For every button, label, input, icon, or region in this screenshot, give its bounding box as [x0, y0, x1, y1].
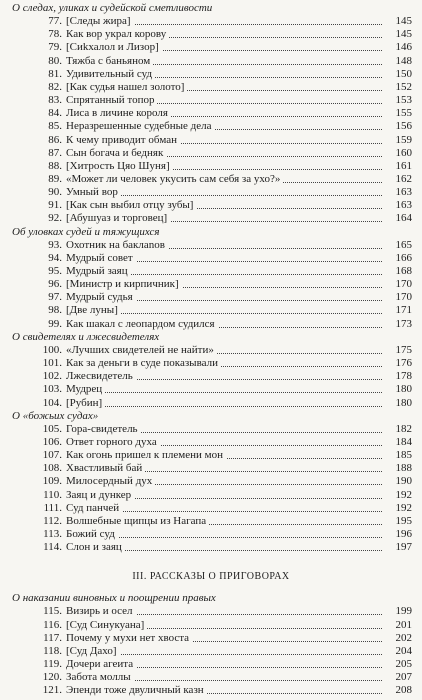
entry-number: 119. [43, 658, 62, 671]
entry-title [66, 318, 218, 331]
entry-title-text: Слон и заяц [66, 541, 125, 553]
entry-number: 88. [48, 159, 62, 172]
entry-title-text: Как за деньги в суде показывали [66, 357, 221, 369]
entry-title-text: Охотник на баклanов [66, 239, 168, 251]
toc-entry[interactable] [12, 186, 412, 199]
section-heading: О следах, уликах и судейской сметливости [12, 2, 213, 14]
toc-entry[interactable] [12, 94, 412, 107]
entry-number: 115. [43, 605, 62, 618]
entry-page: 153 [395, 94, 412, 107]
entry-number: 102. [42, 370, 62, 383]
entry-title-text: Удивительный суд [66, 68, 155, 80]
entry-page: 164 [395, 212, 412, 225]
entry-number: 90. [48, 186, 62, 199]
entry-page: 192 [395, 501, 412, 514]
toc-entry[interactable] [12, 383, 412, 396]
entry-number: 79. [48, 41, 62, 54]
entry-title [66, 239, 168, 252]
toc-entry[interactable] [12, 528, 412, 541]
entry-title [66, 515, 209, 528]
toc-entry[interactable] [12, 239, 412, 252]
toc-entry[interactable] [12, 318, 412, 331]
part-title: III. РАССКАЗЫ О ПРИГОВОРАХ [132, 571, 290, 583]
entry-page: 156 [395, 120, 412, 133]
entry-page: 155 [395, 107, 412, 120]
entry-number: 93. [48, 238, 62, 251]
entry-page: 150 [395, 67, 412, 80]
toc-entry[interactable] [12, 357, 412, 370]
entry-page: 166 [395, 251, 412, 264]
entry-number: 77. [48, 15, 62, 28]
toc-entry[interactable] [12, 502, 412, 515]
entry-page: 163 [395, 186, 412, 199]
toc-entry[interactable] [12, 671, 412, 684]
entry-title-text: Божий суд [66, 528, 118, 540]
entry-page: 145 [395, 15, 412, 28]
toc-entry[interactable] [12, 28, 412, 41]
entry-page: 180 [395, 383, 412, 396]
entry-number: 111. [43, 501, 62, 514]
toc-entry[interactable] [12, 147, 412, 160]
entry-title [66, 147, 166, 160]
entry-title-text: Как вор украл корову [66, 28, 169, 40]
entry-number: 101. [42, 357, 62, 370]
entry-title [66, 291, 136, 304]
toc-entry[interactable] [12, 252, 412, 265]
entry-title-text: Спрятанный топор [66, 94, 157, 106]
entry-number: 107. [42, 449, 62, 462]
entry-title [66, 199, 196, 212]
toc-entry[interactable] [12, 449, 412, 462]
entry-page: 171 [395, 304, 412, 317]
entry-number: 96. [48, 278, 62, 291]
entry-title-text: Эпенди тоже двуличный казн [66, 684, 207, 696]
entry-page: 160 [395, 146, 412, 159]
entry-title-text: Как огонь пришел к племени мон [66, 449, 226, 461]
entry-page: 145 [395, 28, 412, 41]
entry-number: 109. [42, 475, 62, 488]
toc-entry[interactable] [12, 658, 412, 671]
entry-title [66, 107, 171, 120]
toc-entry[interactable] [12, 344, 412, 357]
entry-title-text: [Суд Дахо] [66, 645, 120, 657]
toc-entry[interactable] [12, 160, 412, 173]
entry-title [66, 370, 136, 383]
toc-entry[interactable] [12, 120, 412, 133]
entry-title-text: Дочери агеита [66, 658, 136, 670]
toc-entry[interactable] [12, 291, 412, 304]
entry-title [66, 436, 160, 449]
entry-title [66, 475, 155, 488]
entry-page: 196 [395, 528, 412, 540]
entry-title-text: [Министр и кирпичник] [66, 278, 182, 290]
toc-entry[interactable] [12, 173, 412, 186]
entry-title [66, 449, 226, 462]
toc-entry[interactable] [12, 475, 412, 488]
entry-page: 176 [395, 357, 412, 370]
toc-entry[interactable] [12, 212, 412, 225]
entry-title-text: «Может ли человек укусить сам себя за ухо?» [66, 173, 283, 185]
toc-entry[interactable] [12, 370, 412, 383]
entry-title-text: [Рубин] [66, 397, 105, 409]
entry-title [66, 28, 169, 41]
entry-page: 207 [395, 671, 412, 684]
entry-number: 108. [42, 462, 62, 475]
toc-entry[interactable] [12, 645, 412, 658]
entry-title [66, 502, 122, 515]
section-heading: О «божьих судах» [12, 409, 99, 422]
entry-title-text: Хвастливый бай [66, 462, 145, 474]
toc-entry[interactable] [12, 423, 412, 436]
entry-title [66, 252, 136, 265]
entry-number: 91. [48, 199, 62, 212]
toc-entry[interactable] [12, 684, 412, 697]
entry-page: 197 [395, 541, 412, 554]
entry-title-text: Сын богача и бедняк [66, 147, 166, 159]
entry-number: 86. [48, 133, 62, 146]
entry-number: 78. [48, 28, 62, 41]
entry-title-text: Гора-свидетель [66, 423, 141, 435]
toc-entry[interactable] [12, 462, 412, 475]
entry-number: 82. [48, 80, 62, 93]
entry-number: 95. [48, 265, 62, 277]
section-heading: О свидетелях и лжесвидетелях [12, 330, 160, 343]
entry-number: 81. [48, 67, 62, 80]
entry-number: 118. [43, 644, 62, 657]
entry-title-text: [Абушуаз и торговец] [66, 212, 170, 224]
entry-title-text: [Суд Синукуана] [66, 619, 147, 631]
entry-number: 114. [43, 541, 62, 554]
dot-leader [66, 392, 382, 393]
entry-title-text: Милосердный дух [66, 475, 155, 487]
entry-title [66, 528, 118, 541]
entry-page: 180 [395, 396, 412, 409]
entry-title [66, 304, 121, 317]
entry-title [66, 68, 155, 81]
entry-title-text: Визирь и осел [66, 605, 136, 617]
entry-title [66, 265, 131, 278]
entry-number: 87. [48, 146, 62, 159]
entry-page: 178 [395, 370, 412, 383]
entry-page: 185 [395, 449, 412, 462]
entry-number: 120. [42, 671, 62, 684]
entry-title-text: Умный вор [66, 186, 121, 198]
entry-title-text: Ответ горного духа [66, 436, 160, 448]
entry-number: 99. [48, 317, 62, 330]
entry-title-text: Суд панчей [66, 502, 122, 514]
toc-entry[interactable] [12, 41, 412, 54]
entry-number: 117. [43, 631, 62, 644]
entry-title-text: Тяжба с баньяном [66, 55, 153, 67]
entry-title [66, 160, 173, 173]
entry-page: 188 [395, 462, 412, 475]
entry-title [66, 212, 170, 225]
toc-entry[interactable] [12, 278, 412, 291]
toc-entry[interactable] [12, 436, 412, 449]
entry-title-text: [Как судья нашел золото] [66, 81, 187, 93]
section-heading: Об уловках судей и тяжущихся [12, 225, 160, 238]
entry-page: 175 [395, 343, 412, 356]
entry-title-text: Мудрый совет [66, 252, 136, 264]
entry-number: 83. [48, 94, 62, 107]
entry-title [66, 397, 105, 410]
toc-entry[interactable] [12, 81, 412, 94]
entry-page: 173 [395, 317, 412, 330]
toc-entry[interactable] [12, 489, 412, 502]
entry-number: 103. [42, 383, 62, 396]
entry-number: 105. [42, 422, 62, 435]
entry-title-text: Мудрый судья [66, 291, 136, 303]
entry-title [66, 55, 153, 68]
entry-title-text: Неразрешенные судебные дела [66, 120, 214, 132]
entry-title [66, 81, 187, 94]
entry-number: 113. [43, 528, 62, 540]
entry-title [66, 134, 180, 147]
entry-page: 163 [395, 199, 412, 212]
entry-number: 80. [48, 54, 62, 67]
entry-number: 89. [48, 172, 62, 185]
toc-entry[interactable] [12, 265, 412, 278]
entry-number: 110. [43, 488, 62, 501]
entry-title [66, 357, 221, 370]
toc-entry[interactable] [12, 55, 412, 68]
entry-title-text: Забота моллы [66, 671, 134, 683]
entry-page: 170 [395, 291, 412, 304]
entry-page: 202 [395, 631, 412, 644]
entry-number: 104. [42, 396, 62, 409]
entry-title-text: [Следы жира] [66, 15, 134, 27]
toc-entry[interactable] [12, 619, 412, 632]
entry-page: 199 [395, 605, 412, 618]
entry-title [66, 383, 105, 396]
toc-entry[interactable] [12, 199, 412, 212]
entry-number: 116. [43, 618, 62, 631]
toc-entry[interactable] [12, 605, 412, 618]
entry-title-text: Мудрый заяц [66, 265, 131, 277]
entry-title [66, 671, 134, 684]
entry-title-text: Волшебные щипцы из Нагапа [66, 515, 209, 527]
entry-title [66, 41, 162, 54]
entry-title-text: [Хитрость Цяо Шуня] [66, 160, 173, 172]
entry-number: 112. [43, 514, 62, 527]
entry-title [66, 645, 120, 658]
entry-title-text: [Две луны] [66, 304, 121, 316]
entry-title [66, 658, 136, 671]
entry-number: 92. [48, 212, 62, 225]
entry-page: 152 [395, 80, 412, 93]
entry-title [66, 632, 192, 645]
toc-entry[interactable] [12, 107, 412, 120]
toc-entry[interactable] [12, 304, 412, 317]
entry-title-text: [Как сын выбил отцу зубы] [66, 199, 196, 211]
entry-page: 148 [395, 54, 412, 67]
entry-title [66, 423, 141, 436]
toc-entry[interactable] [12, 397, 412, 410]
entry-title [66, 278, 182, 291]
entry-title-text: К чему приводит обман [66, 134, 180, 146]
entry-title-text: Почему у мухи нет хвоста [66, 632, 192, 644]
entry-title [66, 94, 157, 107]
entry-title [66, 619, 147, 632]
entry-page: 159 [395, 133, 412, 146]
toc-entry[interactable] [12, 15, 412, 28]
entry-page: 165 [395, 238, 412, 251]
entry-page: 190 [395, 475, 412, 488]
entry-page: 184 [395, 435, 412, 448]
dot-leader [66, 406, 382, 407]
entry-page: 168 [395, 265, 412, 277]
toc-entry[interactable] [12, 134, 412, 147]
entry-title [66, 173, 283, 186]
entry-title-text: Лжесвидетель [66, 370, 136, 382]
entry-title-text: Лиса в личине короля [66, 107, 171, 119]
entry-title [66, 120, 214, 133]
entry-page: 170 [395, 278, 412, 291]
entry-page: 201 [395, 618, 412, 631]
entry-number: 106. [42, 435, 62, 448]
entry-title-text: Мудрец [66, 383, 105, 395]
entry-number: 121. [42, 684, 62, 697]
entry-title [66, 541, 125, 554]
entry-number: 100. [42, 343, 62, 356]
entry-title [66, 15, 134, 28]
entry-title [66, 462, 145, 475]
toc-entry[interactable] [12, 541, 412, 554]
entry-title [66, 186, 121, 199]
entry-page: 146 [395, 41, 412, 54]
entry-page: 208 [395, 684, 412, 697]
entry-title-text: Заяц и дункер [66, 489, 134, 501]
entry-page: 162 [395, 172, 412, 185]
entry-page: 195 [395, 514, 412, 527]
section-heading: О наказании виновных и поощрении правых [12, 592, 216, 605]
entry-title-text: Как шакал с леопардом судился [66, 318, 218, 330]
entry-title [66, 344, 217, 357]
entry-page: 192 [395, 488, 412, 501]
entry-title [66, 684, 207, 697]
entry-page: 205 [395, 658, 412, 671]
entry-number: 98. [48, 304, 62, 317]
entry-page: 204 [395, 644, 412, 657]
entry-number: 97. [48, 291, 62, 304]
entry-number: 84. [48, 107, 62, 120]
entry-number: 94. [48, 251, 62, 264]
entry-title [66, 605, 136, 618]
entry-title [66, 489, 134, 502]
entry-title-text: «Лучших свидетелей не найти» [66, 344, 217, 356]
entry-number: 85. [48, 120, 62, 133]
toc-entry[interactable] [12, 68, 412, 81]
entry-page: 161 [395, 159, 412, 172]
toc-entry[interactable] [12, 515, 412, 528]
entry-page: 182 [395, 422, 412, 435]
toc-entry[interactable] [12, 632, 412, 645]
entry-title-text: [Сиkхалол и Лизор] [66, 41, 162, 53]
